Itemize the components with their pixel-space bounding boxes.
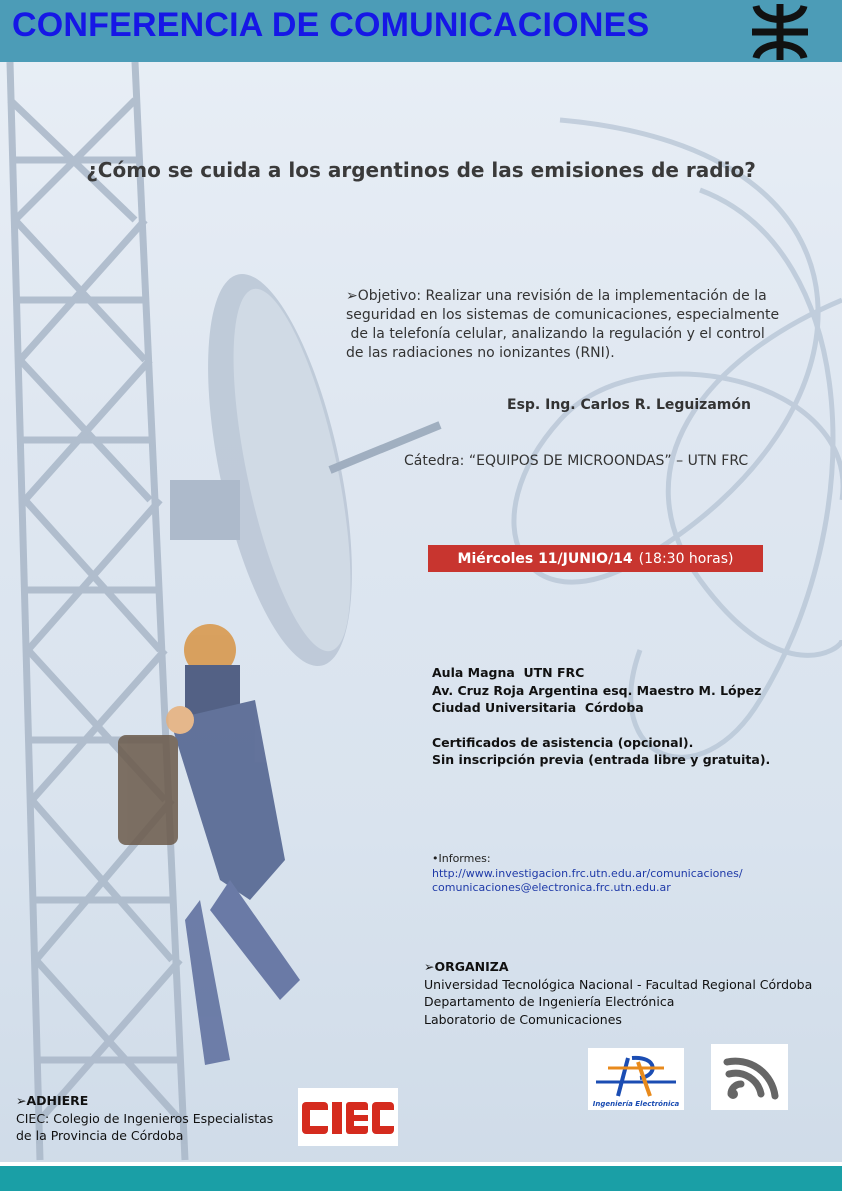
svg-text:Ingeniería Electrónica: Ingeniería Electrónica bbox=[592, 1100, 680, 1108]
objective-line: seguridad en los sistemas de comunicaciones, especialmente bbox=[346, 307, 780, 323]
utn-logo-icon bbox=[748, 2, 812, 62]
ingenieria-electronica-logo-icon bbox=[588, 1048, 684, 1110]
adhiere-block bbox=[16, 1092, 273, 1145]
objective-line: de la telefonía celular, analizando la regulación y el control bbox=[346, 326, 765, 342]
venue-line: Ciudad Universitaria Córdoba bbox=[432, 700, 644, 715]
venue-note: Certificados de asistencia (opcional). bbox=[432, 734, 694, 750]
page-title: CONFERENCIA DE COMUNICACIONES bbox=[12, 6, 650, 44]
venue-line: Av. Cruz Roja Argentina esq. Maestro M. López bbox=[432, 682, 762, 698]
venue-block bbox=[432, 664, 770, 769]
objective-paragraph bbox=[346, 287, 786, 363]
info-email-link[interactable]: comunicaciones@electronica.frc.utn.edu.ar bbox=[432, 881, 671, 894]
speaker-name: Esp. Ing. Carlos R. Leguizamón bbox=[507, 397, 751, 413]
ciec-logo-icon bbox=[298, 1088, 398, 1146]
adhiere-line: CIEC: Colegio de Ingenieros Especialistas bbox=[16, 1110, 274, 1126]
footer-band bbox=[0, 1166, 842, 1191]
organiza-heading: ➢ORGANIZA bbox=[424, 959, 509, 974]
date-text: Miércoles 11/JUNIO/14 bbox=[457, 550, 633, 567]
info-block bbox=[432, 852, 743, 896]
organiza-block bbox=[424, 958, 812, 1028]
orbit-lines bbox=[514, 120, 842, 757]
objective-line: de las radiaciones no ionizantes (RNI). bbox=[346, 345, 615, 361]
spacer bbox=[432, 717, 770, 734]
wireless-signal-icon bbox=[711, 1044, 788, 1110]
conference-question: ¿Cómo se cuida a los argentinos de las emisiones de radio? bbox=[86, 158, 756, 182]
venue-line: Aula Magna UTN FRC bbox=[432, 665, 585, 680]
objective-line: ➢Objetivo: Realizar una revisión de la implementación de la bbox=[346, 288, 767, 304]
adhiere-heading: ➢ADHIERE bbox=[16, 1093, 89, 1108]
info-url-link[interactable]: http://www.investigacion.frc.utn.edu.ar/comunicaciones/ bbox=[432, 866, 743, 880]
organiza-line: Laboratorio de Comunicaciones bbox=[424, 1011, 622, 1027]
adhiere-line: de la Provincia de Córdoba bbox=[16, 1128, 184, 1143]
organiza-line: Universidad Tecnológica Nacional - Facultad Regional Córdoba bbox=[424, 976, 813, 992]
catedra-line: Cátedra: “EQUIPOS DE MICROONDAS” – UTN FRC bbox=[404, 453, 749, 469]
tower-lattice bbox=[10, 62, 185, 1160]
organiza-line: Departamento de Ingeniería Electrónica bbox=[424, 994, 675, 1009]
time-text: (18:30 horas) bbox=[638, 550, 734, 567]
info-label: •Informes: bbox=[432, 852, 491, 865]
date-banner bbox=[428, 545, 763, 572]
venue-note: Sin inscripción previa (entrada libre y gratuita). bbox=[432, 752, 771, 767]
